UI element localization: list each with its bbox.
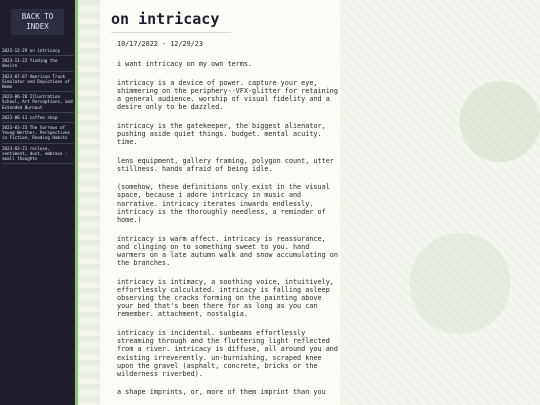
title-divider xyxy=(111,32,231,33)
post-link[interactable]: 2023-03-21 recluse, sentiment, dust, embrace - small thoughts xyxy=(2,145,74,165)
page-title: on intricacy xyxy=(111,10,220,28)
paragraph: intricacy is a device of power. capture your eye, shimmering on the periphery--VFX-glitter for retaining a general audience. worship of visual fidelity and a desire only to be dazzled. xyxy=(117,78,338,112)
paragraph: intricacy is warm affect. intricacy is reassurance, and clinging on to something sweet to you. hand warmers on a late autumn walk and snow accumulating on the branches. xyxy=(117,234,338,268)
article xyxy=(100,0,340,405)
post-link[interactable]: 2023-12-29 on intricacy xyxy=(2,47,74,56)
paragraph: intricacy is intimacy, a soothing voice, intuitively, effortlessly calculated. intricacy is falling asleep observing the cracks forming on the painting above your bed that's been there for as long as you can remember. attachment, nostalgia. xyxy=(117,277,334,319)
paragraph: intricacy is the gatekeeper, the biggest alienator, pushing aside quiet things. budget. mental acuity. time. xyxy=(117,121,326,147)
paragraph: i want intricacy on my own terms. xyxy=(117,60,253,68)
post-link[interactable]: 2023-03-23 The Sorrows of Young Werther, Perspectives in Fiction, Reading Habits xyxy=(2,124,74,144)
sidebar xyxy=(0,0,78,405)
paragraph: (somehow, these definitions only exist in the visual space, because i adore intricacy in music and narrative. intricacy iterates inwards endlessly. intricacy is the thoroughly needless, a reminder of home.) xyxy=(117,183,330,225)
decorative-background xyxy=(340,0,540,405)
post-list xyxy=(2,47,74,165)
paragraph: a shape imprints, or, more of them imprint than you xyxy=(117,388,326,397)
article-body xyxy=(117,60,339,405)
back-to-index-button[interactable]: BACK TO INDEX xyxy=(11,9,64,35)
date-range: 10/17/2022 - 12/29/23 xyxy=(117,40,203,48)
post-link[interactable]: 2023-06-28 Illustration School, Art Perceptions, and Extended Burnout xyxy=(2,93,74,113)
paragraph: lens equipment, gallery framing, polygon count, utter stillness. hands afraid of being idle. xyxy=(117,156,334,173)
post-link[interactable]: 2023-06-11 coffee shop xyxy=(2,114,74,123)
paragraph: intricacy is incidental. sunbeams effortlessly streaming through and the fluttering light reflected from a river. intricacy is diffuse, all around you and existing irreverently. un-burnishing, scraped knee upon the gravel (asphalt, concrete, bricks or the wilderness riverbed). xyxy=(117,328,338,378)
post-link[interactable]: 2023-11-22 finding the desire xyxy=(2,57,74,71)
post-link[interactable]: 2023-07-07 American Truck Simulator and Depictions of Home xyxy=(2,73,74,93)
decorative-border xyxy=(78,0,100,405)
